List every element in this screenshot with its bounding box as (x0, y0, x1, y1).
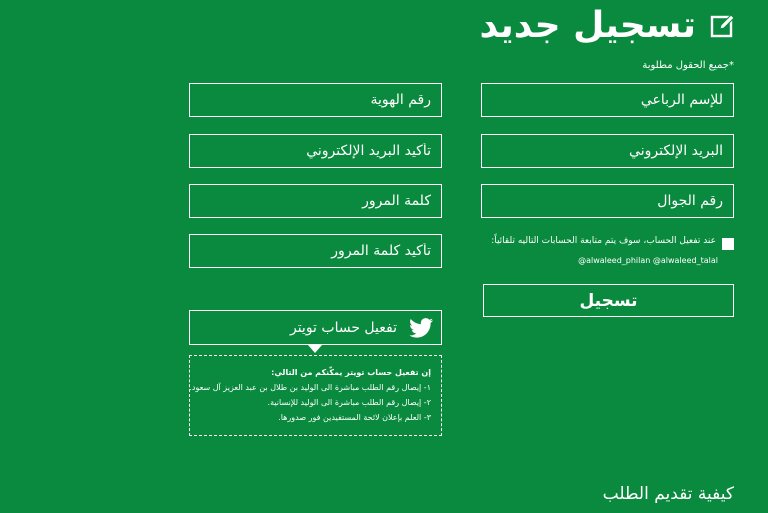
auto-follow-checkbox[interactable] (722, 238, 734, 250)
twitter-benefits-box (189, 355, 442, 436)
page-title (479, 4, 736, 48)
consent-row (474, 235, 734, 250)
mobile-input[interactable] (481, 184, 734, 218)
required-fields-note: *جميع الحقول مطلوبة (642, 60, 734, 71)
full-name-input[interactable] (481, 83, 734, 117)
consent-text: عند تفعيل الحساب، سوف يتم متابعة الحسابات التاليه تلقائياً: (491, 236, 716, 246)
twitter-benefit-item: ١- إيصال رقم الطلب مباشرة الى الوليد بن طلال بن عبد العزيز آل سعود. (189, 383, 431, 392)
page-title-text: تسجيل جديد (479, 5, 696, 46)
confirm-password-input[interactable] (189, 234, 442, 268)
twitter-benefit-item: ٣- العلم بإعلان لائحة المستفيدين فور صدورها. (278, 413, 431, 422)
auto-follow-consent (474, 235, 734, 267)
consent-accounts: @alwaleed_philan @alwaleed_talal (578, 256, 718, 265)
activate-twitter-label: تفعيل حساب تويتر (289, 319, 397, 336)
twitter-bird-icon (409, 318, 433, 338)
twitter-benefit-item: ٢- إيصال رقم الطلب مباشرة الى الوليد للإنسانية. (267, 398, 431, 407)
edit-icon (710, 13, 736, 39)
twitter-benefits-heading: إن تفعيل حساب تويتر يمكّنكم من التالي: (271, 368, 431, 377)
activate-twitter-button[interactable] (189, 310, 442, 345)
id-number-input[interactable] (189, 83, 442, 117)
password-input[interactable] (189, 184, 442, 218)
how-to-apply-heading: كيفية تقديم الطلب (602, 484, 734, 504)
register-submit-button[interactable]: تسجيل (483, 284, 734, 317)
confirm-email-input[interactable] (189, 134, 442, 168)
info-pointer-arrow (308, 345, 322, 353)
email-input[interactable] (481, 134, 734, 168)
